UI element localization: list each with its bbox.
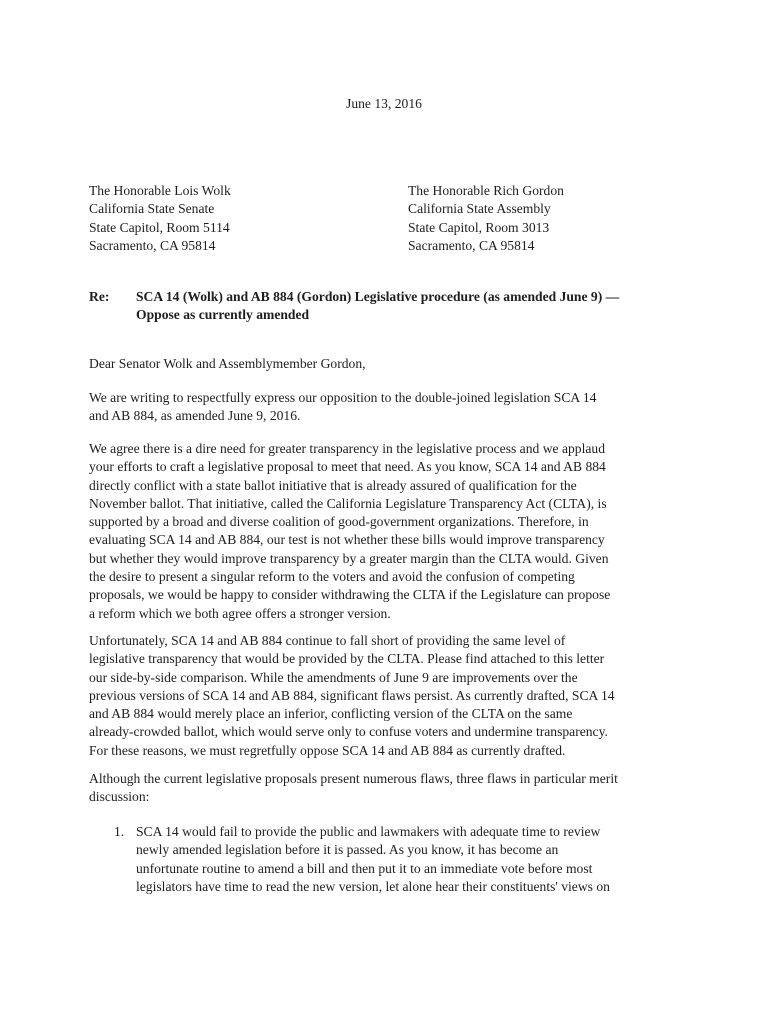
paragraph-opposition <box>89 389 689 426</box>
paragraph-line: already-crowded ballot, which would serve only to confuse voters and undermine transparency. <box>89 724 608 740</box>
salutation-text: Dear Senator Wolk and Assemblymember Gordon, <box>89 356 366 371</box>
salutation <box>89 355 689 373</box>
list-item-line: newly amended legislation before it is passed. As you know, it has become an <box>136 842 559 858</box>
address-line: State Capitol, Room 5114 <box>89 219 230 235</box>
subject-label: Re: <box>89 289 110 304</box>
paragraph-line: proposals, we would be happy to consider withdrawing the CLTA if the Legislature can propose <box>89 587 611 603</box>
paragraph-line: legislative transparency that would be provided by the CLTA. Please find attached to this letter <box>89 651 605 667</box>
recipient-address-gordon <box>408 182 708 255</box>
paragraph-line: and AB 884 would merely place an inferior, conflicting version of the CLTA on the same <box>89 706 573 722</box>
address-line: The Honorable Lois Wolk <box>89 183 231 198</box>
paragraph-line: our side-by-side comparison. While the amendments of June 9 are improvements over the <box>89 669 578 685</box>
paragraph-line: We agree there is a dire need for greater transparency in the legislative process and we applaud <box>89 441 605 456</box>
paragraph-line: November ballot. That initiative, called the California Legislature Transparency Act (CLTA), is <box>89 495 607 511</box>
letter-date: June 13, 2016 <box>346 96 422 111</box>
address-line: The Honorable Rich Gordon <box>408 183 564 198</box>
paragraph-flaws-intro <box>89 770 689 807</box>
paragraph-line: discussion: <box>89 789 150 805</box>
paragraph-line: previous versions of SCA 14 and AB 884, significant flaws persist. As currently drafted, SCA 14 <box>89 687 615 703</box>
paragraph-line: supported by a broad and diverse coalition of good-government organizations. Therefore, in <box>89 514 589 530</box>
recipient-address-wolk <box>89 182 389 255</box>
paragraph-line: but whether they would improve transparency by a greater margin than the CLTA would. Given <box>89 550 609 566</box>
list-item-line: legislators have time to read the new version, let alone hear their constituents' views on <box>136 878 610 894</box>
address-line: State Capitol, Room 3013 <box>408 219 550 235</box>
list-item-text <box>136 823 696 896</box>
list-item-number: 1. <box>114 824 125 839</box>
address-line: Sacramento, CA 95814 <box>89 237 216 253</box>
address-line: Sacramento, CA 95814 <box>408 237 535 253</box>
list-item-line: unfortunate routine to amend a bill and then put it to an immediate vote before most <box>136 860 593 876</box>
paragraph-line: the desire to present a singular reform to the voters and avoid the confusion of competing <box>89 569 575 585</box>
paragraph-transparency-need <box>89 440 689 623</box>
subject-text-line: Oppose as currently amended <box>136 307 310 323</box>
list-item-line: SCA 14 would fail to provide the public and lawmakers with adequate time to review <box>136 824 601 839</box>
paragraph-line: directly conflict with a state ballot initiative that is already assured of qualification for the <box>89 477 577 493</box>
address-line: California State Senate <box>89 201 215 217</box>
paragraph-line: For these reasons, we must regretfully oppose SCA 14 and AB 884 as currently drafted. <box>89 742 566 758</box>
paragraph-line: Unfortunately, SCA 14 and AB 884 continue to fall short of providing the same level of <box>89 633 566 648</box>
subject-text-line: SCA 14 (Wolk) and AB 884 (Gordon) Legislative procedure (as amended June 9) — <box>136 289 620 304</box>
paragraph-line: Although the current legislative proposals present numerous flaws, three flaws in particular merit <box>89 771 618 786</box>
paragraph-line: your efforts to craft a legislative proposal to meet that need. As you know, SCA 14 and AB 884 <box>89 459 606 475</box>
paragraph-line: a reform which we both agree offers a stronger version. <box>89 605 391 621</box>
address-line: California State Assembly <box>408 201 551 217</box>
paragraph-line: and AB 884, as amended June 9, 2016. <box>89 408 301 424</box>
subject-text <box>136 288 686 325</box>
paragraph-line: We are writing to respectfully express our opposition to the double-joined legislation SCA 14 <box>89 390 597 405</box>
paragraph-line: evaluating SCA 14 and AB 884, our test is not whether these bills would improve transparency <box>89 532 605 548</box>
paragraph-shortfall <box>89 632 689 760</box>
